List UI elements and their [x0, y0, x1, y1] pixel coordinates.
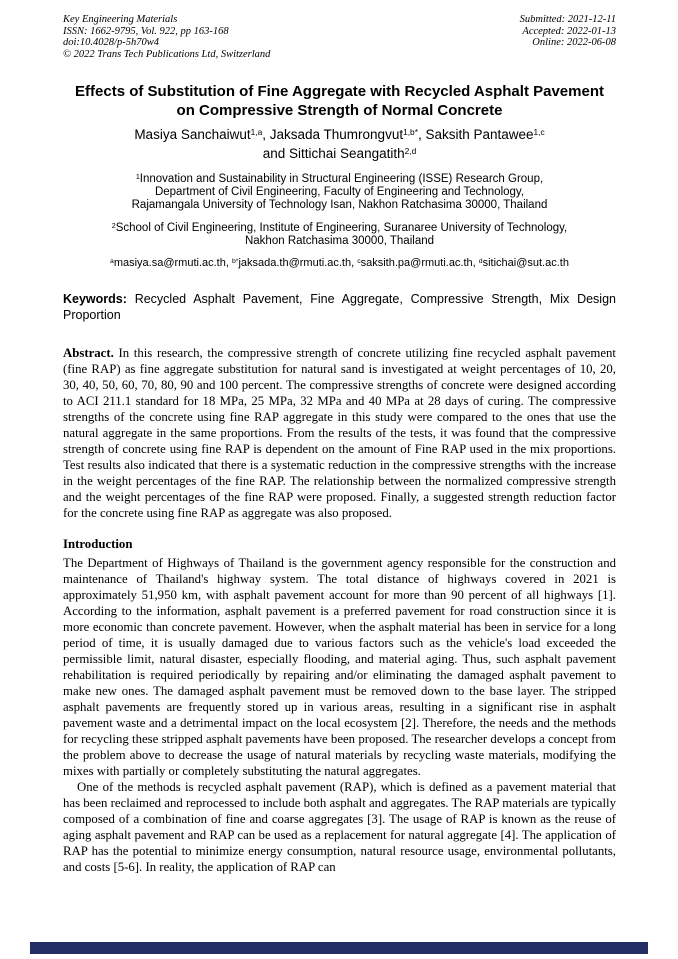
- affiliation-number: 2: [111, 221, 116, 230]
- author-emails: [63, 257, 616, 270]
- email-address: jaksada.th@rmuti.ac.th,: [238, 257, 358, 269]
- journal-info: [63, 14, 270, 60]
- submission-dates: [520, 14, 616, 60]
- online-date: Online: 2022-06-08: [532, 37, 616, 48]
- affiliation-line: Rajamangala University of Technology Isan, Nakhon Ratchasima 30000, Thailand: [131, 199, 548, 211]
- author-affiliation-ref: 2,d: [404, 146, 417, 157]
- accepted-date: Accepted: 2022-01-13: [522, 25, 616, 37]
- affiliation-line: Innovation and Sustainability in Structural Engineering (ISSE) Research Group,: [139, 173, 544, 185]
- email-ref: c: [357, 257, 361, 265]
- affiliation-line: Department of Civil Engineering, Faculty of Engineering and Technology,: [154, 186, 525, 198]
- author-affiliation-ref: 1,c: [533, 127, 545, 138]
- email-ref: b*: [231, 257, 239, 265]
- affiliation-1: [63, 173, 616, 212]
- author-name: , Jaksada Thumrongvut: [262, 127, 404, 142]
- abstract-text: In this research, the compressive strength of concrete utilizing fine recycled asphalt pavement (fine RAP) as fine aggregate substitution for natural sand is investigated at weight percentages of 10, 20, 30, 40, 50, 60, 70, 80, 90 and 100 percent. The compressive strengths of concrete were designed according to ACI 211.1 standard for 18 MPa, 25 MPa, 32 MPa and 40 MPa at 28 days of curing. The compressive strengths of the concrete using fine RAP aggregate in this study were compared to the ones that use the natural aggregate in the same proportions. From the results of the tests, it was found that the compressive strength of concrete using fine RAP is dependent on the amount of Fine RAP used in the mix proportions. Test results also indicated that there is a systematic reduction in the compressive strengths with the increase in the weight percentages of the fine RAP. The relationship between the normalized compressive strength and the weight percentages of the fine RAP were proposed. Finally, a suggested strength reduction factor for the concrete using fine RAP as aggregate was also proposed.: [63, 346, 616, 520]
- intro-paragraph-2: One of the methods is recycled asphalt pavement (RAP), which is defined as a pavement material that has been reclaimed and reprocessed to include both asphalt and aggregates. The RAP materials are typically composed of a combination of fine and coarse aggregates [3]. The usage of RAP is known as the reuse of aging asphalt pavement and RAP can be used as a replacement for natural aggregate [4]. The application of RAP has the potential to minimize energy consumption, natural resource usage, environmental pollutants, and costs [5-6]. In reality, the application of RAP can: [63, 780, 616, 874]
- email-address: sitichai@sut.ac.th: [482, 257, 569, 269]
- section-heading-introduction: Introduction: [63, 537, 133, 551]
- authors-line-2: [63, 144, 616, 163]
- author-name: and Sittichai Seangatith: [262, 146, 405, 161]
- authors: [63, 125, 616, 163]
- submitted-date: Submitted: 2021-12-11: [519, 14, 616, 25]
- affiliation-line: School of Civil Engineering, Institute of Engineering, Suranaree University of Technology,: [115, 222, 568, 234]
- email-ref: a: [110, 257, 114, 265]
- affiliation-number: 1: [135, 172, 140, 181]
- keywords: [63, 291, 616, 323]
- abstract-label: Abstract.: [63, 346, 114, 360]
- paper-title: Effects of Substitution of Fine Aggregate with Recycled Asphalt Pavement on Compressive Strength of Normal Concrete: [75, 83, 604, 119]
- affiliation-line: Nakhon Ratchasima 30000, Thailand: [244, 235, 435, 247]
- author-affiliation-ref: 1,b*: [403, 127, 418, 138]
- intro-paragraph-1: The Department of Highways of Thailand is the government agency responsible for the construction and maintenance of Thailand's highway system. The total distance of highways covered in 2021 is approximately 51,950 km, with asphalt pavement account for more than 90 percent of all highways [1]. According to the information, asphalt pavement is a preferred pavement for road construction since it is more economic than concrete pavement. However, when the asphalt material has been in service for a long period of time, it is usually damaged due to various factors such as the vehicle's load exceeded the permissible limit, natural disaster, especially flooding, and material aging. Thus, such asphalt pavement rehabilitation is required periodically by repairing and/or eliminating the damaged asphalt pavement to make new ones. The damaged asphalt pavement must be removed down to the base layer. The stripped asphalt pavements are frequently stored up in various areas, resulting in a significant rise in asphalt pavement waste and a detrimental impact on the local ecosystem [2]. Therefore, the needs and the methods for recycling these stripped asphalt pavements have been proposed. The researcher develops a concept from the problem above to decrease the usage of natural materials by recycling waste materials, modifying the mixes with partially or completely substituting the natural aggregates.: [63, 556, 616, 778]
- footer-bar: [30, 942, 648, 954]
- affiliation-2: [63, 222, 616, 248]
- author-name: , Saksith Pantawee: [417, 127, 534, 142]
- copyright-line: © 2022 Trans Tech Publications Ltd, Switzerland: [63, 48, 271, 60]
- email-address: saksith.pa@rmuti.ac.th,: [360, 257, 479, 269]
- author-affiliation-ref: 1,a: [250, 127, 263, 138]
- journal-name: Key Engineering Materials: [63, 14, 178, 25]
- authors-line-1: [63, 125, 616, 144]
- keywords-text: Recycled Asphalt Pavement, Fine Aggregate, Compressive Strength, Mix Design Proportion: [63, 292, 616, 322]
- journal-header: [63, 14, 616, 60]
- doi-line: doi:10.4028/p-5h70w4: [63, 37, 159, 48]
- keywords-label: Keywords:: [63, 292, 127, 306]
- abstract: [63, 345, 616, 521]
- author-name: Masiya Sanchaiwut: [134, 127, 251, 142]
- issn-volume-line: ISSN: 1662-9795, Vol. 922, pp 163-168: [63, 25, 229, 37]
- email-ref: d: [478, 257, 483, 265]
- email-address: masiya.sa@rmuti.ac.th,: [113, 257, 232, 269]
